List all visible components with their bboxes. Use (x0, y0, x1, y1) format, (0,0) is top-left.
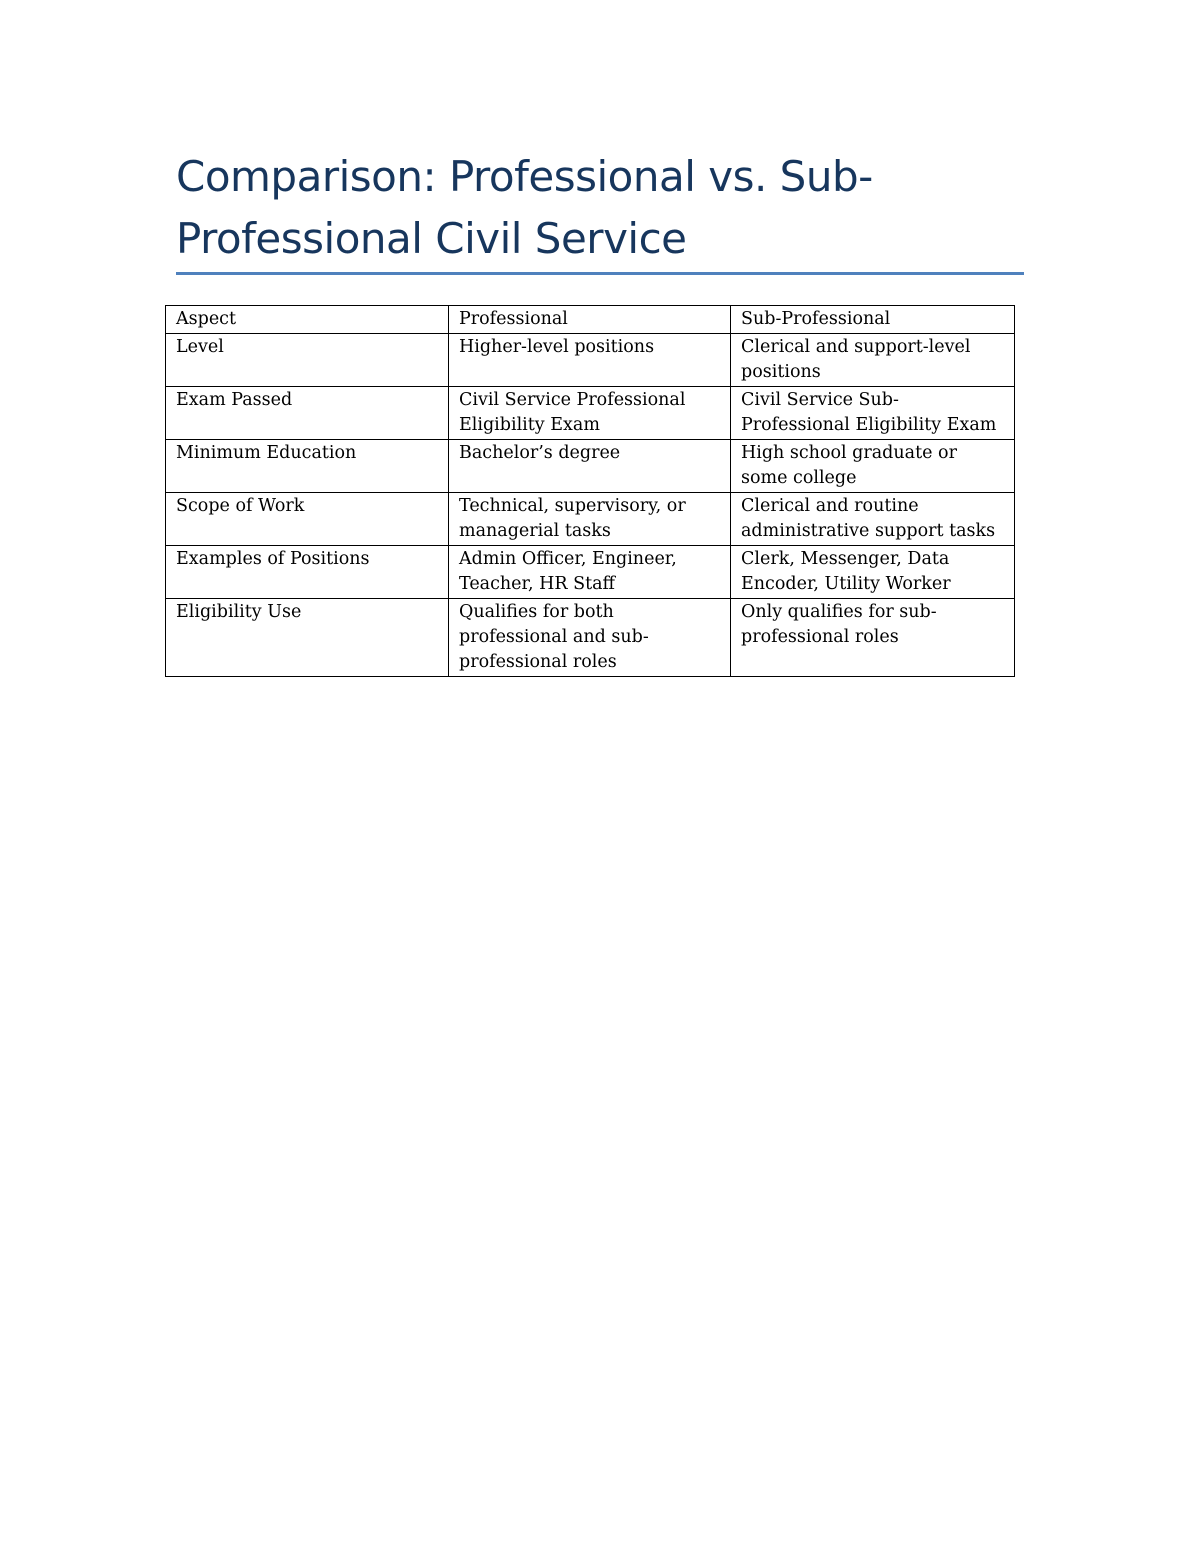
title-underline (176, 272, 1024, 275)
table-cell-sub-professional: Clerical and routine administrative support tasks (731, 493, 1015, 546)
table-row (166, 599, 1015, 677)
table-row (166, 440, 1015, 493)
table-cell-sub-professional: Clerical and support-level positions (731, 334, 1015, 387)
table-cell-aspect: Scope of Work (166, 493, 449, 546)
table-header-row (166, 306, 1015, 334)
header-cell-professional: Professional (449, 306, 731, 334)
table-cell-aspect: Level (166, 334, 449, 387)
header-cell-aspect: Aspect (166, 306, 449, 334)
table-cell-professional: Bachelor’s degree (449, 440, 731, 493)
table-row (166, 387, 1015, 440)
table-row (166, 493, 1015, 546)
table-cell-sub-professional: Civil Service Sub-Professional Eligibility Exam (731, 387, 1015, 440)
table-cell-professional: Civil Service Professional Eligibility Exam (449, 387, 731, 440)
table-cell-professional: Higher-level positions (449, 334, 731, 387)
table-cell-sub-professional: Clerk, Messenger, Data Encoder, Utility Worker (731, 546, 1015, 599)
table-cell-aspect: Eligibility Use (166, 599, 449, 677)
table-cell-professional: Qualifies for both professional and sub-professional roles (449, 599, 731, 677)
table-row (166, 546, 1015, 599)
table-row (166, 334, 1015, 387)
table-cell-sub-professional: High school graduate or some college (731, 440, 1015, 493)
table-cell-professional: Admin Officer, Engineer, Teacher, HR Staff (449, 546, 731, 599)
table-cell-professional: Technical, supervisory, or managerial tasks (449, 493, 731, 546)
table-cell-aspect: Minimum Education (166, 440, 449, 493)
table-cell-sub-professional: Only qualifies for sub-professional roles (731, 599, 1015, 677)
comparison-table (165, 305, 1015, 677)
page-title: Comparison: Professional vs. Sub-Professional Civil Service (176, 152, 873, 263)
table-cell-aspect: Exam Passed (166, 387, 449, 440)
header-cell-sub-professional: Sub-Professional (731, 306, 1015, 334)
table-cell-aspect: Examples of Positions (166, 546, 449, 599)
